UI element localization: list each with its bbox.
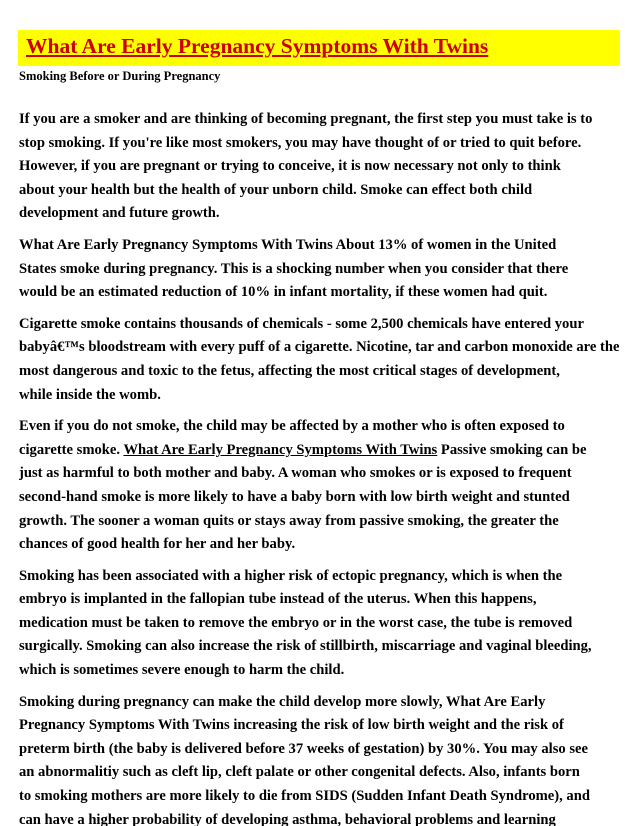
text-line: If you are a smoker and are thinking of becoming pregnant, the first step you must take is to xyxy=(19,111,593,127)
text-line: Even if you do not smoke, the child may be affected by a mother who is often exposed to xyxy=(19,418,565,435)
text-line: medication must be taken to remove the embryo or in the worst case, the tube is removed xyxy=(19,614,573,631)
text-line: would be an estimated reduction of 10% in infant mortality, if these women had quit. xyxy=(19,284,548,301)
text-segment: Passive smoking can be xyxy=(437,441,587,458)
article-title-link[interactable]: What Are Early Pregnancy Symptoms With Twins xyxy=(123,441,438,458)
article-body xyxy=(19,108,638,826)
paragraph-ectopic-pregnancy xyxy=(19,565,638,683)
paragraph-development-risks xyxy=(19,691,638,826)
page-title: What Are Early Pregnancy Symptoms With Twins xyxy=(26,34,489,58)
text-segment: cigarette smoke. xyxy=(19,441,124,458)
text-line: development and future growth. xyxy=(19,205,220,222)
paragraph-statistics xyxy=(19,234,638,305)
text-line: babyâ€™s bloodstream with every puff of a cigarette. Nicotine, tar and carbon monoxide are the xyxy=(19,339,620,356)
text-line: What Are Early Pregnancy Symptoms With Twins About 13% of women in the United xyxy=(19,236,557,253)
text-line: States smoke during pregnancy. This is a shocking number when you consider that there xyxy=(19,260,569,277)
text-line: to smoking mothers are more likely to die from SIDS (Sudden Infant Death Syndrome), and xyxy=(19,788,590,805)
text-line: an abnormalitiy such as cleft lip, cleft palate or other congenital defects. Also, infants born xyxy=(19,764,580,781)
text-line: Smoking during pregnancy can make the child develop more slowly, What Are Early xyxy=(19,693,546,710)
title-banner xyxy=(18,30,620,66)
text-line: just as harmful to both mother and baby. A woman who smokes or is exposed to frequent xyxy=(19,465,572,482)
text-line: chances of good health for her and her baby. xyxy=(19,536,296,553)
text-line: Cigarette smoke contains thousands of chemicals - some 2,500 chemicals have entered your xyxy=(19,315,584,332)
text-line: preterm birth (the baby is delivered before 37 weeks of gestation) by 30%. You may also see xyxy=(19,740,588,757)
text-line: Smoking has been associated with a higher risk of ectopic pregnancy, which is when the xyxy=(19,567,563,584)
text-line: which is sometimes severe enough to harm the child. xyxy=(19,662,345,679)
text-line: most dangerous and toxic to the fetus, affecting the most critical stages of development, xyxy=(19,362,560,379)
text-line: while inside the womb. xyxy=(19,386,161,403)
paragraph-chemicals xyxy=(19,313,638,407)
text-line: growth. The sooner a woman quits or stays away from passive smoking, the greater the xyxy=(19,512,559,529)
text-line xyxy=(19,439,638,463)
text-line: surgically. Smoking can also increase the risk of stillbirth, miscarriage and vaginal bleeding, xyxy=(19,638,592,655)
text-line: about your health but the health of your unborn child. Smoke can effect both child xyxy=(19,181,533,198)
text-line: stop smoking. If you're like most smokers, you may have thought of or tried to quit before. xyxy=(19,134,582,151)
text-line: second-hand smoke is more likely to have a baby born with low birth weight and stunted xyxy=(19,488,570,505)
text-line: However, if you are pregnant or trying to conceive, it is now necessary not only to think xyxy=(19,158,561,175)
page-subtitle: Smoking Before or During Pregnancy xyxy=(19,69,221,83)
paragraph-passive-smoking xyxy=(19,415,638,557)
text-line: embryo is implanted in the fallopian tube instead of the uterus. When this happens, xyxy=(19,591,537,608)
paragraph-quit-smoking xyxy=(19,108,638,226)
text-line: can have a higher probability of developing asthma, behavioral problems and learning xyxy=(19,811,556,826)
text-line: Pregnancy Symptoms With Twins increasing the risk of low birth weight and the risk of xyxy=(19,717,564,734)
